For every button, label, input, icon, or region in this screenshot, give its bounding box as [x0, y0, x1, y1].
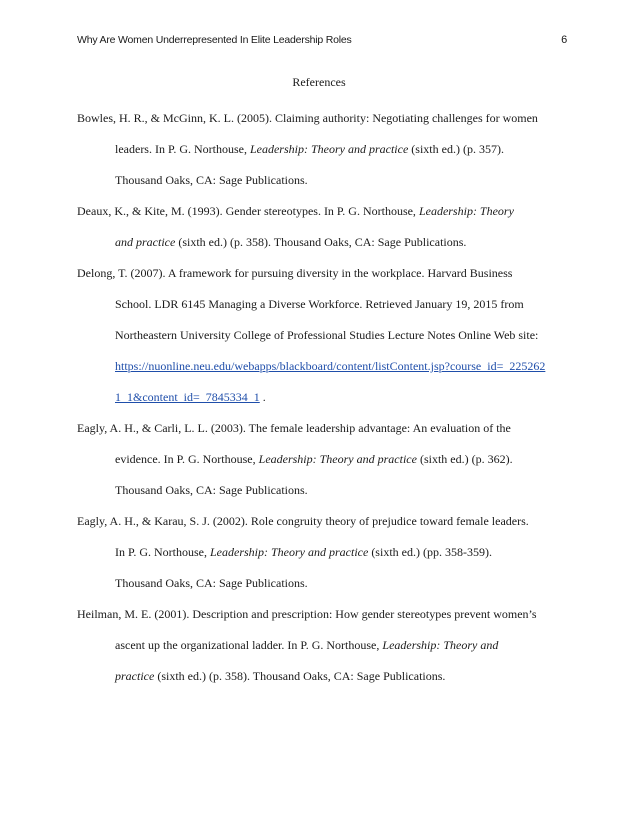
reference-text: Thousand Oaks, CA: Sage Publications.	[115, 173, 308, 187]
reference-continuation-line	[115, 235, 466, 249]
reference-text: (sixth ed.) (p. 358). Thousand Oaks, CA: Sage Publications.	[154, 669, 446, 683]
page-number: 6	[561, 34, 567, 46]
reference-first-line	[77, 514, 529, 528]
reference-url-link[interactable]: https://nuonline.neu.edu/webapps/blackboard/content/listContent.jsp?course_id=_225262	[115, 359, 546, 373]
reference-continuation-line	[115, 483, 308, 497]
page-title: References	[292, 75, 346, 89]
reference-text: (sixth ed.) (p. 362).	[416, 452, 513, 466]
reference-text: .	[259, 390, 266, 404]
reference-book-title: Leadership: Theory and	[382, 638, 499, 652]
reference-text: Delong, T. (2007). A framework for pursuing diversity in the workplace. Harvard Business	[77, 266, 513, 280]
reference-url-link[interactable]: 1_1&content_id=_7845334_1	[115, 390, 260, 404]
reference-continuation-line	[115, 359, 545, 373]
reference-continuation-line	[115, 173, 308, 187]
reference-book-title: Leadership: Theory and practice	[249, 142, 409, 156]
reference-text: ascent up the organizational ladder. In P. G. Northouse,	[115, 638, 383, 652]
reference-text: In P. G. Northouse,	[115, 545, 210, 559]
running-header	[77, 34, 567, 46]
reference-first-line	[77, 266, 512, 280]
reference-text: (sixth ed.) (p. 357).	[408, 142, 504, 156]
reference-continuation-line	[115, 297, 524, 311]
reference-first-line	[77, 111, 538, 125]
reference-continuation-line	[115, 142, 504, 156]
reference-book-title: Leadership: Theory	[418, 204, 514, 218]
reference-continuation-line	[115, 669, 445, 683]
reference-text: (sixth ed.) (p. 358). Thousand Oaks, CA: Sage Publications.	[175, 235, 467, 249]
reference-continuation-line	[115, 390, 266, 404]
reference-text: Eagly, A. H., & Carli, L. L. (2003). The female leadership advantage: An evaluation of the	[77, 421, 511, 435]
reference-first-line	[77, 204, 514, 218]
reference-text: leaders. In P. G. Northouse,	[115, 142, 250, 156]
reference-text: evidence. In P. G. Northouse,	[115, 452, 259, 466]
reference-text: Northeastern University College of Professional Studies Lecture Notes Online Web site:	[115, 328, 539, 342]
reference-book-title: practice	[115, 669, 155, 683]
reference-text: School. LDR 6145 Managing a Diverse Workforce. Retrieved January 19, 2015 from	[115, 297, 524, 311]
running-head-title: Why Are Women Underrepresented In Elite Leadership Roles	[77, 34, 352, 46]
reference-text: (sixth ed.) (pp. 358-359).	[368, 545, 492, 559]
reference-book-title: Leadership: Theory and practice	[258, 452, 417, 466]
reference-text: Bowles, H. R., & McGinn, K. L. (2005). Claiming authority: Negotiating challenges for women	[77, 111, 538, 125]
reference-first-line	[77, 607, 537, 621]
reference-book-title: Leadership: Theory and practice	[210, 545, 369, 559]
reference-continuation-line	[115, 638, 498, 652]
reference-text: Deaux, K., & Kite, M. (1993). Gender stereotypes. In P. G. Northouse,	[77, 204, 419, 218]
reference-text: Thousand Oaks, CA: Sage Publications.	[115, 483, 308, 497]
reference-text: Eagly, A. H., & Karau, S. J. (2002). Role congruity theory of prejudice toward female leaders.	[77, 514, 529, 528]
reference-continuation-line	[115, 545, 492, 559]
reference-continuation-line	[115, 576, 308, 590]
reference-text: Heilman, M. E. (2001). Description and prescription: How gender stereotypes prevent women’s	[77, 607, 537, 621]
reference-continuation-line	[115, 452, 513, 466]
reference-continuation-line	[115, 328, 538, 342]
reference-text: Thousand Oaks, CA: Sage Publications.	[115, 576, 308, 590]
reference-first-line	[77, 421, 511, 435]
reference-book-title: and practice	[115, 235, 176, 249]
